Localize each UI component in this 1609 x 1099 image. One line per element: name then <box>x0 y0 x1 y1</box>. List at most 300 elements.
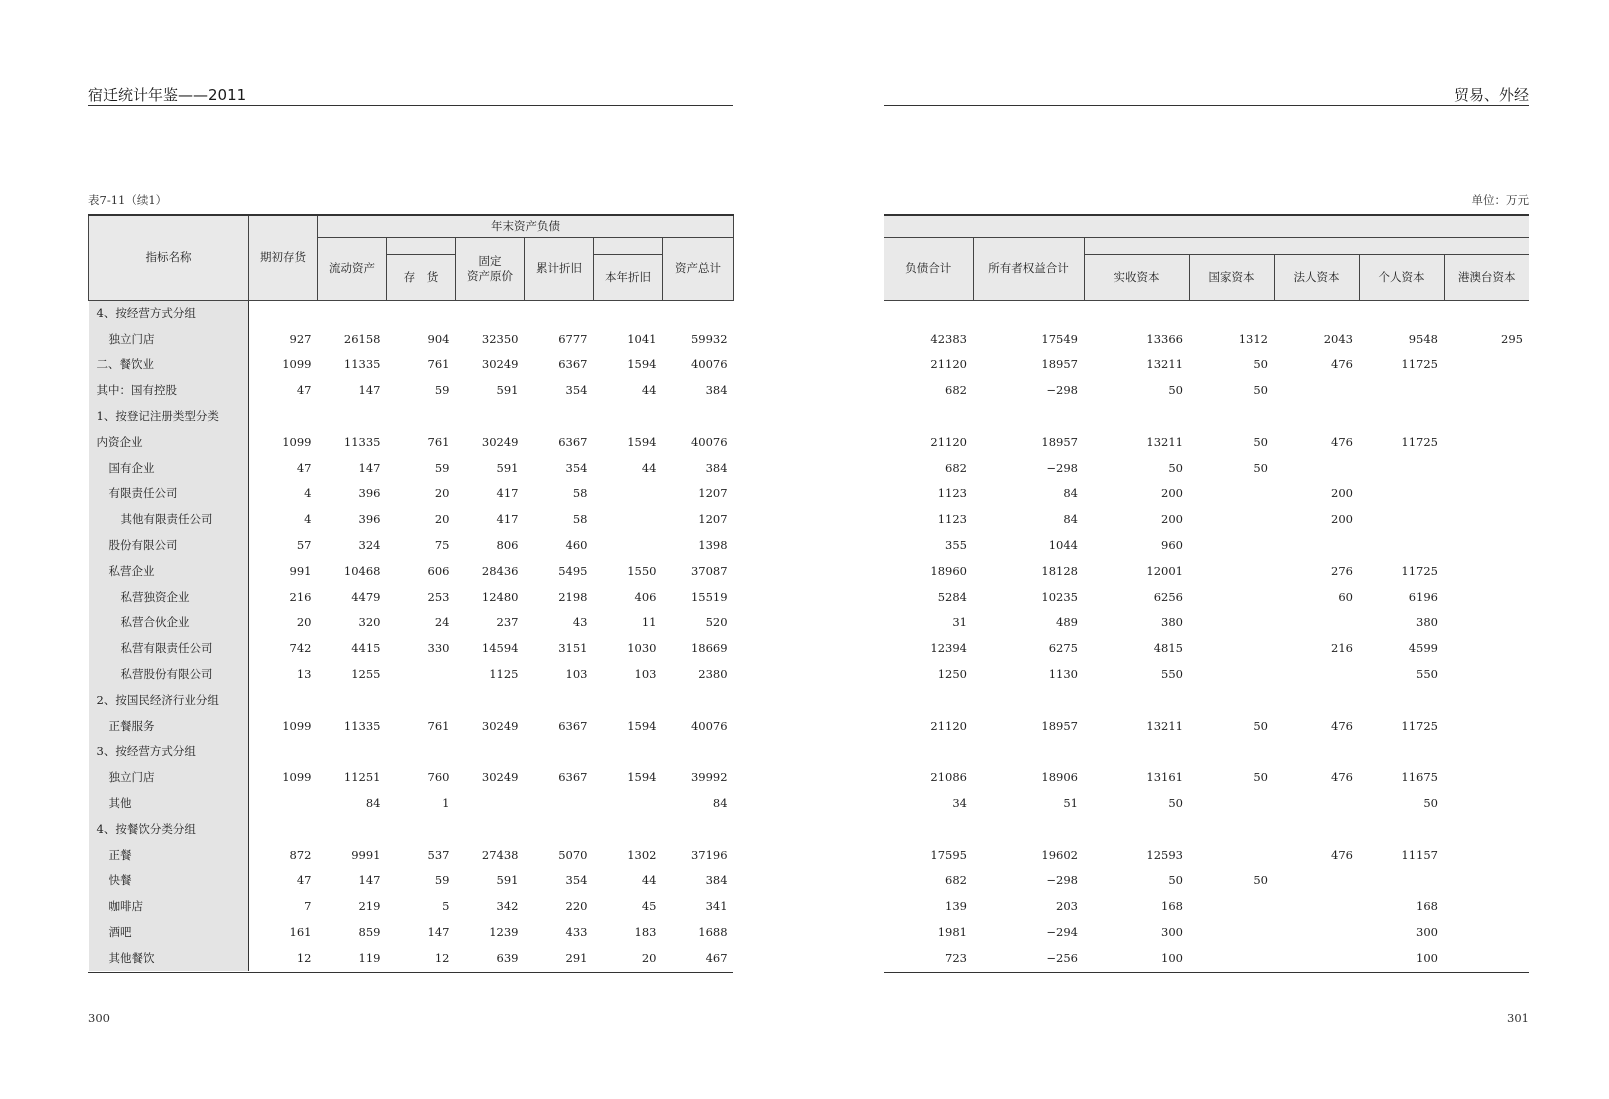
table-cell <box>1189 842 1274 868</box>
table-cell: 60 <box>1338 589 1353 604</box>
table-cell <box>594 300 663 326</box>
table-cell: 1594 <box>627 770 657 785</box>
table-cell <box>249 300 318 326</box>
table-row <box>884 790 1529 816</box>
table-cell: 7 <box>304 899 312 914</box>
table-row <box>884 558 1529 584</box>
table-row <box>89 481 734 507</box>
table-cell: 341 <box>705 899 728 914</box>
table-cell: 20 <box>641 950 657 965</box>
table-cell: 21086 <box>930 770 967 785</box>
header-year-end-group: 年末资产负债 <box>318 215 734 237</box>
table-row <box>89 610 734 636</box>
table-cell: −256 <box>1046 950 1078 965</box>
table-row <box>89 584 734 610</box>
table-cell: 11335 <box>343 357 381 372</box>
table-cell: 20 <box>434 486 450 501</box>
table-cell: 1130 <box>1048 667 1078 682</box>
table-cell: 1250 <box>937 667 967 682</box>
table-cell <box>1359 687 1444 713</box>
table-row <box>884 893 1529 919</box>
table-cell <box>663 816 734 842</box>
table-cell <box>1359 868 1444 894</box>
table-row <box>884 481 1529 507</box>
table-cell: 4415 <box>351 641 381 656</box>
table-cell <box>1189 919 1274 945</box>
table-cell: −298 <box>1046 460 1078 475</box>
table-cell: 1099 <box>282 357 312 372</box>
table-cell <box>1274 739 1359 765</box>
table-cell: 44 <box>641 873 657 888</box>
table-cell: 100 <box>1416 950 1438 965</box>
table-cell: 103 <box>565 667 588 682</box>
table-row <box>89 429 734 455</box>
table-cell <box>884 403 973 429</box>
table-row <box>89 377 734 403</box>
table-cell: 47 <box>296 383 312 398</box>
table-cell: 682 <box>945 460 967 475</box>
table-cell: 34 <box>952 796 967 811</box>
table-cell: 50 <box>1253 460 1268 475</box>
table-cell: 6777 <box>558 331 588 346</box>
table-row <box>89 893 734 919</box>
table-cell: 460 <box>565 538 588 553</box>
row-label: 3、按经营方式分组 <box>89 739 249 765</box>
table-row <box>89 790 734 816</box>
table-cell <box>594 506 663 532</box>
row-label: 其他餐饮 <box>89 945 249 971</box>
table-cell: 40076 <box>690 718 728 733</box>
row-label: 酒吧 <box>89 919 249 945</box>
header-opening-inventory: 期初存货 <box>249 215 318 300</box>
row-label: 二、餐饮业 <box>89 352 249 378</box>
table-cell: 11335 <box>343 434 381 449</box>
table-row <box>89 687 734 713</box>
table-cell <box>1274 532 1359 558</box>
table-cell <box>1444 532 1529 558</box>
table-cell: 476 <box>1331 434 1353 449</box>
table-cell: 476 <box>1331 718 1353 733</box>
table-cell <box>1359 403 1444 429</box>
table-cell <box>1189 635 1274 661</box>
left-table-body <box>89 300 734 971</box>
table-cell: 10235 <box>1041 589 1078 604</box>
table-cell <box>525 816 594 842</box>
table-cell <box>1274 868 1359 894</box>
table-cell: 50 <box>1253 357 1268 372</box>
table-cell <box>1084 739 1189 765</box>
table-cell: 216 <box>289 589 312 604</box>
table-cell: 489 <box>1056 615 1078 630</box>
table-cell: 6367 <box>558 718 588 733</box>
table-cell: 476 <box>1331 357 1353 372</box>
table-cell: 606 <box>427 563 450 578</box>
row-label: 国有企业 <box>89 455 249 481</box>
table-cell: 12 <box>296 950 312 965</box>
table-cell <box>1444 868 1529 894</box>
table-cell: 1594 <box>627 434 657 449</box>
table-cell: 1123 <box>937 512 967 527</box>
table-cell <box>594 687 663 713</box>
table-cell <box>1189 661 1274 687</box>
table-cell: 37196 <box>690 847 728 862</box>
table-cell <box>1274 790 1359 816</box>
table-cell <box>1189 506 1274 532</box>
table-cell <box>973 687 1084 713</box>
table-cell: 50 <box>1423 796 1438 811</box>
table-cell: 31 <box>952 615 967 630</box>
table-cell <box>973 300 1084 326</box>
table-cell <box>1084 300 1189 326</box>
table-cell: 18957 <box>1041 357 1078 372</box>
header-accum-depreciation: 累计折旧 <box>525 237 594 300</box>
table-cell <box>1444 713 1529 739</box>
table-cell: 28436 <box>481 563 519 578</box>
table-cell: 40076 <box>690 357 728 372</box>
table-cell: 59 <box>434 383 450 398</box>
table-cell <box>387 661 456 687</box>
table-cell <box>1359 300 1444 326</box>
table-cell <box>884 687 973 713</box>
table-cell: 1302 <box>627 847 657 862</box>
table-cell: 200 <box>1331 486 1353 501</box>
table-cell <box>318 739 387 765</box>
right-table-body <box>884 300 1529 971</box>
table-cell <box>884 816 973 842</box>
table-cell: 354 <box>565 383 588 398</box>
table-cell: 550 <box>1416 667 1438 682</box>
table-cell: 18960 <box>930 563 967 578</box>
table-cell: 168 <box>1416 899 1438 914</box>
table-cell <box>1274 661 1359 687</box>
table-cell: 12394 <box>930 641 967 656</box>
table-cell <box>1189 739 1274 765</box>
table-cell: 220 <box>565 899 588 914</box>
table-cell: 18957 <box>1041 718 1078 733</box>
left-page-number: 300 <box>88 1011 110 1025</box>
table-cell: 396 <box>358 512 381 527</box>
table-cell: 433 <box>565 925 588 940</box>
table-cell <box>594 403 663 429</box>
table-cell: 476 <box>1331 847 1353 862</box>
row-label: 正餐 <box>89 842 249 868</box>
table-cell <box>1274 919 1359 945</box>
table-cell <box>884 300 973 326</box>
row-label: 其他有限责任公司 <box>89 506 249 532</box>
table-row <box>89 326 734 352</box>
table-cell <box>387 687 456 713</box>
row-label: 其中：国有控股 <box>89 377 249 403</box>
table-cell: 537 <box>427 847 450 862</box>
table-cell: 58 <box>572 486 588 501</box>
table-cell <box>456 790 525 816</box>
header-individual-capital: 个人资本 <box>1359 254 1444 300</box>
table-cell: 291 <box>565 950 588 965</box>
table-cell: 806 <box>496 538 519 553</box>
table-cell <box>1274 455 1359 481</box>
table-cell: 18906 <box>1041 770 1078 785</box>
table-cell: 417 <box>496 486 519 501</box>
table-cell: 1099 <box>282 770 312 785</box>
table-cell: 30249 <box>481 770 519 785</box>
table-cell: 24 <box>434 615 450 630</box>
table-cell: 1594 <box>627 357 657 372</box>
table-cell <box>1189 300 1274 326</box>
row-label: 咖啡店 <box>89 893 249 919</box>
row-label: 私营企业 <box>89 558 249 584</box>
table-cell <box>973 403 1084 429</box>
table-cell: 147 <box>427 925 450 940</box>
table-cell <box>249 739 318 765</box>
table-cell: 354 <box>565 873 588 888</box>
table-cell: 11675 <box>1401 770 1438 785</box>
table-cell: 75 <box>434 538 450 553</box>
table-row <box>884 300 1529 326</box>
table-cell: 84 <box>1063 486 1078 501</box>
table-cell: 20 <box>296 615 312 630</box>
table-cell: 300 <box>1161 925 1183 940</box>
table-cell: 550 <box>1161 667 1183 682</box>
table-cell: 147 <box>358 873 381 888</box>
table-cell: 406 <box>634 589 657 604</box>
row-label: 私营有限责任公司 <box>89 635 249 661</box>
table-row <box>884 352 1529 378</box>
table-cell <box>525 739 594 765</box>
table-cell: 50 <box>1253 434 1268 449</box>
table-row <box>884 584 1529 610</box>
table-cell <box>1444 842 1529 868</box>
table-row <box>89 842 734 868</box>
table-cell: 904 <box>427 331 450 346</box>
table-cell <box>525 687 594 713</box>
table-cell <box>318 300 387 326</box>
table-cell: 26158 <box>343 331 381 346</box>
table-cell: 30249 <box>481 434 519 449</box>
table-cell: 11335 <box>343 718 381 733</box>
table-cell: 147 <box>358 383 381 398</box>
table-cell: 17595 <box>930 847 967 862</box>
table-cell: 859 <box>358 925 381 940</box>
table-cell: 520 <box>705 615 728 630</box>
table-cell: 57 <box>296 538 312 553</box>
table-cell: 330 <box>427 641 450 656</box>
table-cell: 40076 <box>690 434 728 449</box>
table-cell: 11725 <box>1401 434 1438 449</box>
table-cell: 320 <box>358 615 381 630</box>
right-table-header <box>884 215 1529 300</box>
row-label: 股份有限公司 <box>89 532 249 558</box>
table-cell <box>456 816 525 842</box>
table-row <box>89 635 734 661</box>
table-cell: 639 <box>496 950 519 965</box>
table-cell <box>525 300 594 326</box>
left-header-rule <box>88 105 733 106</box>
table-cell: 1255 <box>351 667 381 682</box>
table-cell: 1125 <box>489 667 519 682</box>
table-cell: 300 <box>1416 925 1438 940</box>
table-cell: 168 <box>1161 899 1183 914</box>
table-cell: 742 <box>289 641 312 656</box>
table-cell: 30249 <box>481 357 519 372</box>
table-cell <box>1274 300 1359 326</box>
table-cell: 11725 <box>1401 718 1438 733</box>
table-row <box>89 455 734 481</box>
table-row <box>884 868 1529 894</box>
header-inventory-spacer <box>387 237 456 254</box>
table-cell <box>1084 403 1189 429</box>
table-row <box>89 506 734 532</box>
table-cell: 37087 <box>690 563 728 578</box>
table-cell: 18957 <box>1041 434 1078 449</box>
table-row <box>884 506 1529 532</box>
table-cell <box>1274 403 1359 429</box>
table-cell <box>1444 429 1529 455</box>
table-cell: 761 <box>427 718 450 733</box>
table-cell: 384 <box>705 383 728 398</box>
table-row <box>884 687 1529 713</box>
table-cell <box>1274 945 1359 971</box>
table-cell: 5070 <box>558 847 588 862</box>
table-cell: 1123 <box>937 486 967 501</box>
header-state-capital: 国家资本 <box>1189 254 1274 300</box>
table-cell: 100 <box>1161 950 1183 965</box>
table-cell <box>1444 816 1529 842</box>
table-cell: 50 <box>1168 383 1183 398</box>
table-cell: 161 <box>289 925 312 940</box>
table-cell: 276 <box>1331 563 1353 578</box>
table-cell: 50 <box>1168 460 1183 475</box>
table-cell: 20 <box>434 512 450 527</box>
table-cell: 12001 <box>1146 563 1183 578</box>
table-cell: 200 <box>1331 512 1353 527</box>
table-cell: 5495 <box>558 563 588 578</box>
table-cell <box>1189 481 1274 507</box>
row-label: 有限责任公司 <box>89 481 249 507</box>
table-cell: 927 <box>289 331 312 346</box>
table-cell <box>1084 687 1189 713</box>
row-label: 内资企业 <box>89 429 249 455</box>
table-cell: 200 <box>1161 512 1183 527</box>
table-cell: 59 <box>434 873 450 888</box>
table-cell <box>1444 300 1529 326</box>
table-cell: 47 <box>296 873 312 888</box>
table-cell <box>1359 816 1444 842</box>
table-cell: 42383 <box>930 331 967 346</box>
table-cell: 18669 <box>690 641 728 656</box>
table-cell <box>1084 816 1189 842</box>
table-row <box>89 532 734 558</box>
table-cell <box>1274 610 1359 636</box>
table-cell <box>1444 352 1529 378</box>
left-table-bottom-rule <box>88 972 733 973</box>
table-cell <box>884 739 973 765</box>
table-cell <box>249 816 318 842</box>
row-label: 4、按经营方式分组 <box>89 300 249 326</box>
table-cell: 183 <box>634 925 657 940</box>
table-cell: 384 <box>705 873 728 888</box>
table-row <box>89 713 734 739</box>
table-row <box>884 945 1529 971</box>
table-cell: 139 <box>945 899 967 914</box>
table-cell: 1041 <box>627 331 657 346</box>
table-row <box>884 713 1529 739</box>
table-cell: 58 <box>572 512 588 527</box>
table-cell <box>1444 661 1529 687</box>
table-row <box>884 403 1529 429</box>
table-cell <box>318 403 387 429</box>
table-cell: 200 <box>1161 486 1183 501</box>
table-cell: 17549 <box>1041 331 1078 346</box>
table-cell <box>973 739 1084 765</box>
table-cell: 1594 <box>627 718 657 733</box>
header-fixed-assets <box>456 237 525 300</box>
table-cell: 13211 <box>1146 357 1183 372</box>
table-cell: 11 <box>641 615 657 630</box>
table-cell: 51 <box>1063 796 1078 811</box>
header-inventory: 存 货 <box>387 254 456 300</box>
right-table-bottom-rule <box>884 972 1529 973</box>
table-cell: 324 <box>358 538 381 553</box>
table-cell <box>456 687 525 713</box>
table-cell: 4 <box>304 512 312 527</box>
table-cell: 6367 <box>558 434 588 449</box>
table-cell: 84 <box>1063 512 1078 527</box>
header-fixed-assets-line2: 资产原价 <box>467 268 513 283</box>
table-cell <box>1444 584 1529 610</box>
table-cell: 43 <box>572 615 588 630</box>
table-cell: 384 <box>705 460 728 475</box>
table-cell: 1981 <box>937 925 967 940</box>
table-cell: 253 <box>427 589 450 604</box>
table-cell: 219 <box>358 899 381 914</box>
table-cell: 14594 <box>481 641 519 656</box>
table-cell: 119 <box>358 950 381 965</box>
table-cell <box>525 790 594 816</box>
table-cell: 59 <box>434 460 450 475</box>
table-cell <box>1359 455 1444 481</box>
table-cell: 10468 <box>343 563 381 578</box>
table-row <box>884 739 1529 765</box>
table-cell <box>1444 377 1529 403</box>
table-cell <box>1444 739 1529 765</box>
table-row <box>89 739 734 765</box>
table-row <box>89 945 734 971</box>
table-cell <box>1359 506 1444 532</box>
table-cell: 761 <box>427 434 450 449</box>
table-cell <box>1189 403 1274 429</box>
table-cell <box>1359 739 1444 765</box>
header-corporate-capital: 法人资本 <box>1274 254 1359 300</box>
table-cell: 476 <box>1331 770 1353 785</box>
table-row <box>884 919 1529 945</box>
header-hkmt-capital: 港澳台资本 <box>1444 254 1529 300</box>
table-cell: 84 <box>365 796 381 811</box>
row-label: 独立门店 <box>89 326 249 352</box>
table-cell: 13366 <box>1146 331 1183 346</box>
table-cell <box>1274 687 1359 713</box>
table-cell: 872 <box>289 847 312 862</box>
table-cell: 6275 <box>1048 641 1078 656</box>
table-cell: 591 <box>496 460 519 475</box>
table-cell <box>249 403 318 429</box>
table-cell <box>1189 610 1274 636</box>
table-cell: 44 <box>641 460 657 475</box>
table-cell: 1030 <box>627 641 657 656</box>
table-cell: 4815 <box>1153 641 1183 656</box>
header-current-assets: 流动资产 <box>318 237 387 300</box>
header-year-depr-spacer <box>594 237 663 254</box>
table-cell <box>663 300 734 326</box>
